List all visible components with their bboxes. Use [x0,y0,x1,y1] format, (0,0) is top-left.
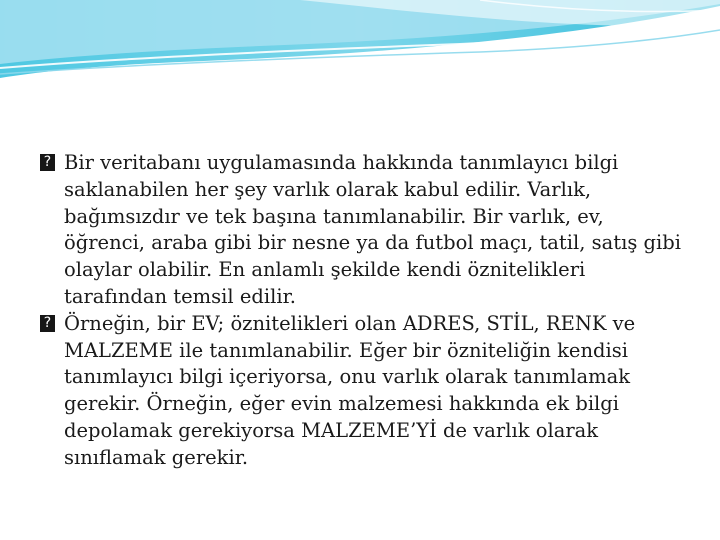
bullet-text: Örneğin, bir EV; öznitelikleri olan ADRES, STİL, RENK ve MALZEME ile tanımlanabilir. Eğer bir özniteliğin kendisi tanımlayıcı bilgi içeriyorsa, onu varlık olarak tanımlamak gerekir. Örneğin, eğer evin malzemesi hakkında ek bilgi depolamak gerekiyorsa MALZEME’Yİ de varlık olarak sınıflamak gerekir. [64,311,636,469]
bullet-marker-icon: ? [40,315,55,332]
bullet-text: Bir veritabanı uygulamasında hakkında tanımlayıcı bilgi saklanabilen her şey varlık olarak kabul edilir. Varlık, bağımsızdır ve tek başına tanımlanabilir. Bir varlık, ev, öğrenci, araba gibi bir nesne ya da futbol maçı, tatil, satış gibi olaylar olabilir. En anlamlı şekilde kendi öznitelikleri tarafından temsil edilir. [64,151,681,308]
header-wave-decoration [0,0,720,90]
bullet-list [40,150,690,472]
bullet-marker-icon: ? [40,154,55,171]
bullet-item [40,311,690,472]
bullet-item [40,150,690,311]
